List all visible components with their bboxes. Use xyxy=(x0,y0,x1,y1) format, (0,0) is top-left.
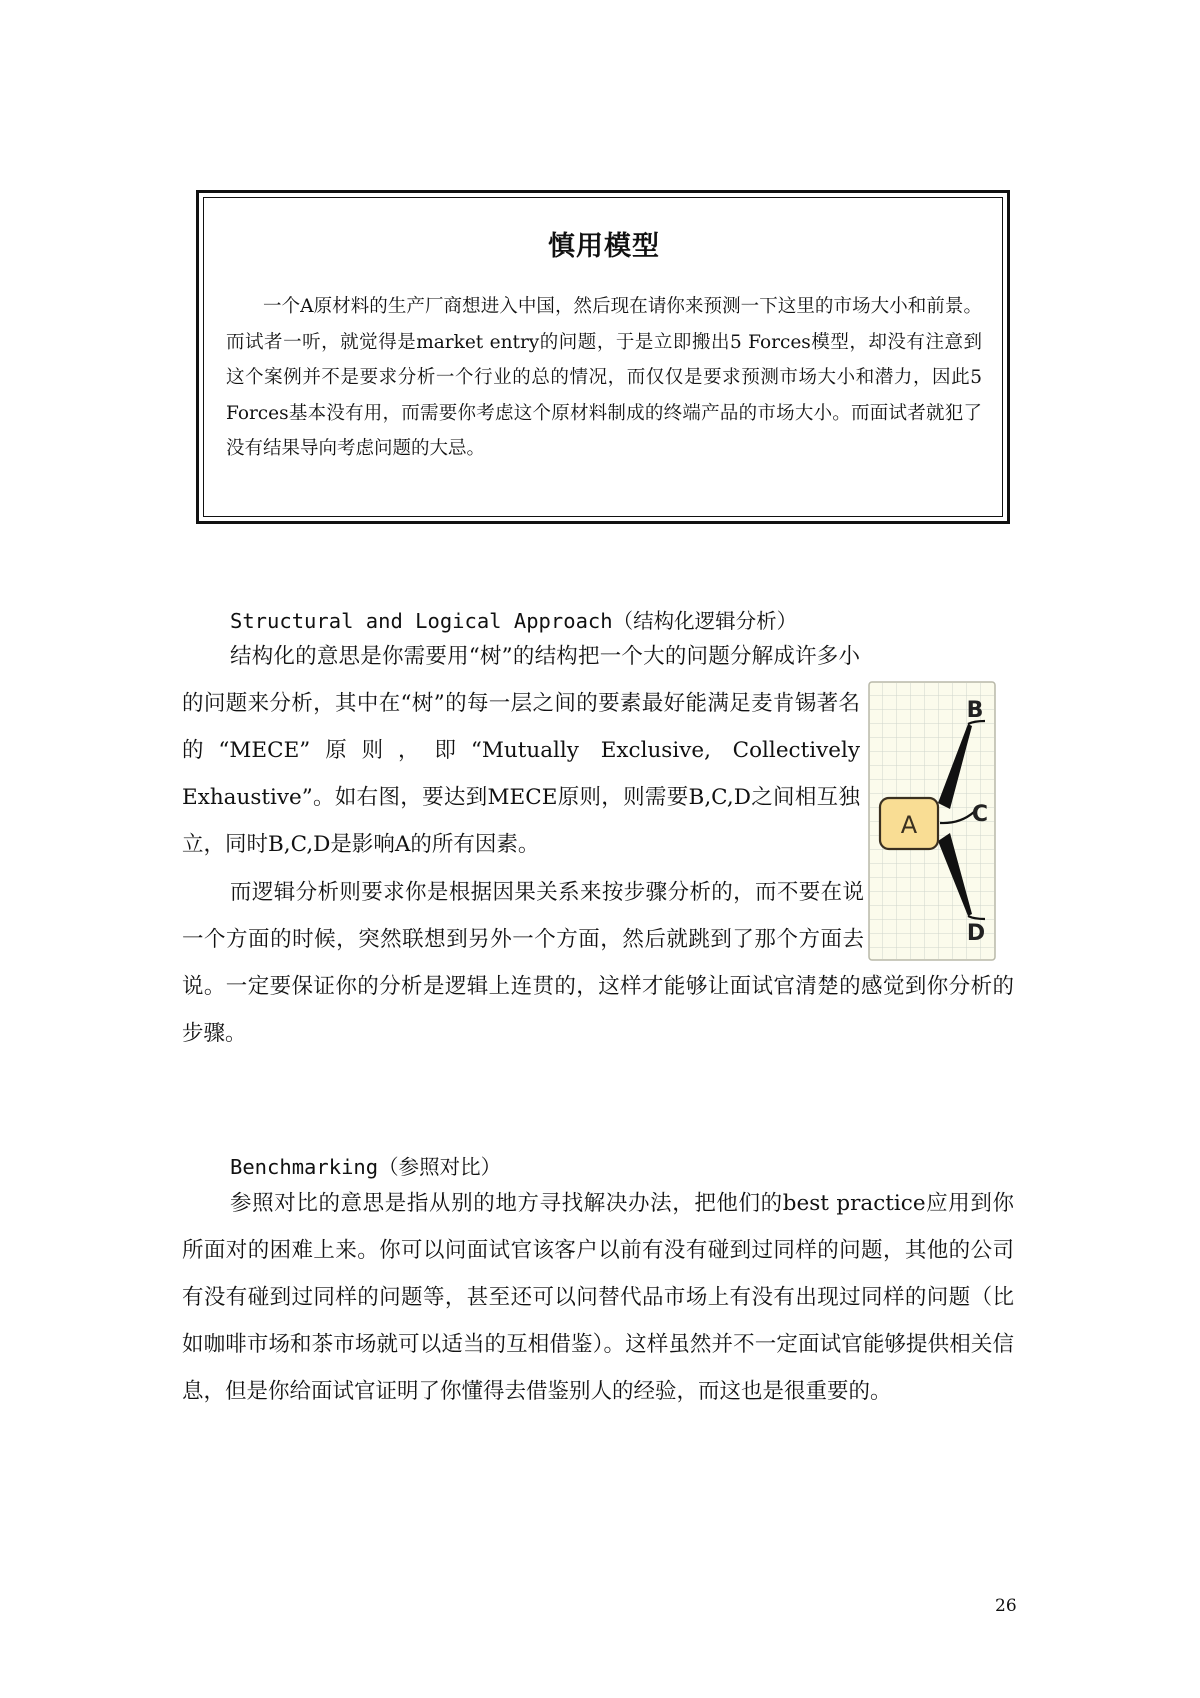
note-body: 一个A原材料的生产厂商想进入中国，然后现在请你来预测一下这里的市场大小和前景。而试者一听，就觉得是market entry的问题，于是立即搬出5 Forces模型，却没有注意到这个案例并不是要求分析一个行业的总的情况，而仅仅是要求预测市场大小和潜力，因此5 Forces基本没有用，而需要你考虑这个原材料制成的终端产品的市场大小。而面试者就犯了没有结果导向考虑问题的大忌。 xyxy=(226,296,982,459)
note-title: 慎用模型 xyxy=(548,231,660,262)
structural-heading: Structural and Logical Approach（结构化逻辑分析） xyxy=(230,609,798,633)
note-box-inner xyxy=(203,197,1003,517)
structural-paragraph-1: 结构化的意思是你需要用“树”的结构把一个大的问题分解成许多小的问题来分析，其中在“树”的每一层之间的要素最好能满足麦肯锡著名的“MECE”原则，即“Mutually Exclusive, Collectively Exhaustive”。如右图，要达到MECE原则，则需要B,C,D之间相互独立，同时B,C,D是影响A的所有因素。 xyxy=(182,644,860,857)
page-number: 26 xyxy=(995,1596,1017,1616)
benchmarking-heading: Benchmarking（参照对比） xyxy=(230,1155,502,1179)
structural-paragraph-2 xyxy=(182,869,1014,1057)
benchmarking-paragraph: 参照对比的意思是指从别的地方寻找解决办法，把他们的best practice应用到你所面对的困难上来。你可以问面试官该客户以前有没有碰到过同样的问题，其他的公司有没有碰到过同样的问题等，甚至还可以问替代品市场上有没有出现过同样的问题（比如咖啡市场和茶市场就可以适当的互相借鉴）。这样虽然并不一定面试官能够提供相关信息，但是你给面试官证明了你懂得去借鉴别人的经验，而这也是很重要的。 xyxy=(182,1191,1014,1404)
node-a-label: A xyxy=(900,811,918,839)
note-box xyxy=(196,190,1010,524)
node-c-label: C xyxy=(971,802,989,827)
node-d-label: D xyxy=(966,921,986,946)
figure-spacer xyxy=(864,869,1014,963)
structural-paragraph-2-text: 而逻辑分析则要求你是根据因果关系来按步骤分析的，而不要在说一个方面的时候，突然联想到另外一个方面，然后就跳到了那个方面去说。一定要保证你的分析是逻辑上连贯的，这样才能够让面试官清楚的感觉到你分析的步骤。 xyxy=(182,880,1014,1046)
node-b-label: B xyxy=(966,698,984,723)
